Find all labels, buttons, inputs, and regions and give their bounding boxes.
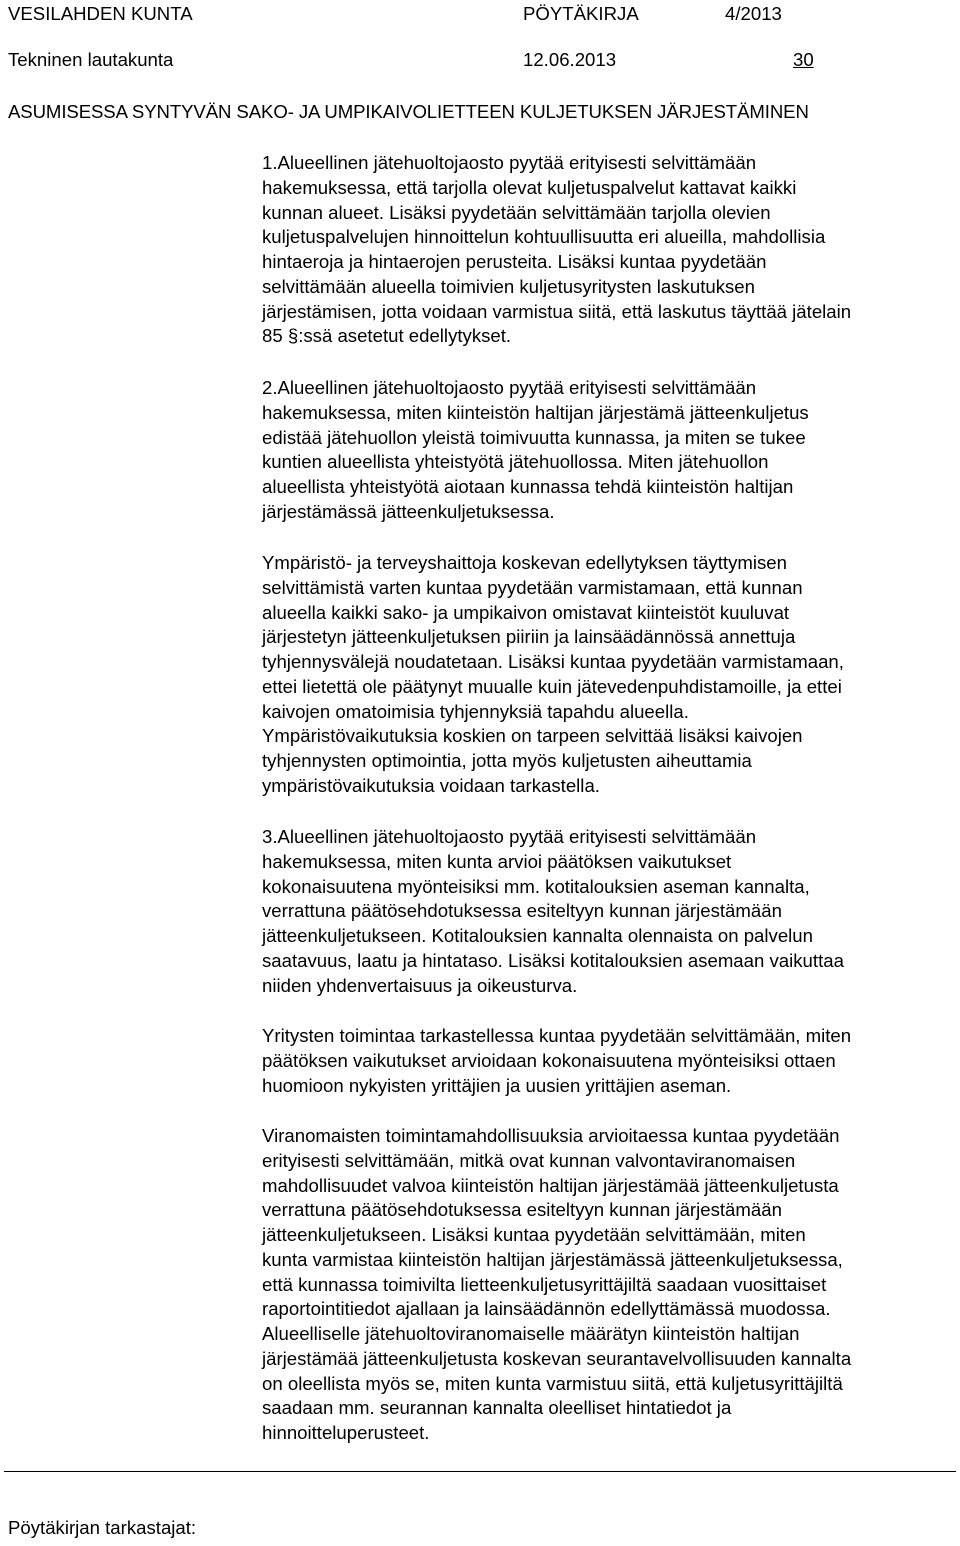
paragraph-6-text: Viranomaisten toimintamahdollisuuksia arvioitaessa kuntaa pyydetään erityisesti selvittämään, mitkä ovat kunnan valvontaviranomaisen mahdollisuudet valvoa kiinteistön haltijan järjestämää jätteenkuljetusta verrattuna päätösehdotuksessa esiteltyyn kunnan järjestämään jätteenkuljetukseen. Lisäksi kuntaa pyydetään selvittämään, miten kunta varmistaa kiinteistön haltijan järjestämässä jätteenkuljetuksessa, että kunnassa toimivilta lietteenkuljetusyrittäjiltä saadaan vuosittaiset raportointitiedot ajallaan ja lainsäädännön edellyttämässä muodossa. Alueelliselle jätehuoltoviranomaiselle määrätyn kiinteistön haltijan järjestämää jätteenkuljetusta koskevan seurantavelvollisuuden kannalta on oleellista myös se, miten kunta varmistuu siitä, että kuljetusyrittäjiltä saadaan mm. seurannan kannalta oleelliset hintatiedot ja hinnoitteluperusteet. (262, 1125, 852, 1443)
document-number: 4/2013 (725, 3, 782, 24)
footer-divider (4, 1471, 956, 1472)
document-title: ASUMISESSA SYNTYVÄN SAKO- JA UMPIKAIVOLIETTEEN KULJETUKSEN JÄRJESTÄMINEN (8, 101, 809, 122)
meeting-date: 12.06.2013 (523, 49, 617, 70)
paragraph-5 (262, 1024, 960, 1098)
paragraph-1-text: 1.Alueellinen jätehuoltojaosto pyytää erityisesti selvittämään hakemuksessa, että tarjolla olevat kuljetuspalvelut kattavat kaikki kunnan alueet. Lisäksi pyydetään selvittämään tarjolla olevien kuljetuspalvelujen hinnoittelun kohtuullisuutta eri alueilla, mahdollisia hintaeroja ja hintaerojen perusteita. Lisäksi kuntaa pyydetään selvittämään alueella toimivien kuljetusyritysten laskutuksen järjestämisen, jotta voidaan varmistua siitä, että laskutus täyttää jätelain 85 §:ssä asetetut edellytykset. (262, 152, 852, 347)
paragraph-6 (262, 1124, 960, 1446)
paragraph-4-text: 3.Alueellinen jätehuoltojaosto pyytää erityisesti selvittämään hakemuksessa, miten kunta arvioi päätöksen vaikutukset kokonaisuutena myönteisiksi mm. kotitalouksien aseman kannalta, verrattuna päätösehdotuksessa esiteltyyn kunnan järjestämään jätteenkuljetukseen. Kotitalouksien kannalta olennaista on palvelun saatavuus, laatu ja hintataso. Lisäksi kotitalouksien asemaan vaikuttaa niiden yhdenvertaisuus ja oikeusturva. (262, 826, 844, 996)
document-type: PÖYTÄKIRJA (523, 3, 639, 24)
reviewers-label: Pöytäkirjan tarkastajat: (8, 1517, 197, 1538)
paragraph-5-text: Yritysten toimintaa tarkastellessa kuntaa pyydetään selvittämään, miten päätöksen vaikutukset arvioidaan kokonaisuutena myönteisiksi ottaen huomioon nykyisten yrittäjien ja uusien yrittäjien aseman. (262, 1025, 852, 1096)
paragraph-3 (262, 551, 960, 799)
paragraph-2 (262, 376, 960, 525)
committee-name: Tekninen lautakunta (8, 49, 174, 70)
paragraph-2-text: 2.Alueellinen jätehuoltojaosto pyytää erityisesti selvittämään hakemuksessa, miten kiinteistön haltijan järjestämä jätteenkuljetus edistää jätehuollon yleistä toimivuutta kunnassa, ja miten se tukee kuntien alueellista yhteistyötä jätehuollossa. Miten jätehuollon alueellista yhteistyötä aiotaan kunnassa tehdä kiinteistön haltijan järjestämässä jätteenkuljetuksessa. (262, 377, 809, 522)
section-number: 30 (793, 49, 814, 70)
paragraph-4 (262, 825, 960, 998)
paragraph-1 (262, 151, 960, 349)
municipality-name: VESILAHDEN KUNTA (8, 3, 193, 24)
paragraph-3-text: Ympäristö- ja terveyshaittoja koskevan edellytyksen täyttymisen selvittämistä varten kuntaa pyydetään varmistamaan, että kunnan alueella kaikki sako- ja umpikaivon omistavat kiinteistöt kuuluvat järjestetyn jätteenkuljetuksen piiriin ja lainsäädännössä annettuja tyhjennysvälejä noudatetaan. Lisäksi kuntaa pyydetään varmistamaan, ettei lietettä ole päätynyt muualle kuin jätevedenpuhdistamoille, ja ettei kaivojen omatoimisia tyhjennyksiä tapahdu alueella. Ympäristövaikutuksia koskien on tarpeen selvittää lisäksi kaivojen tyhjennysten optimointia, jotta myös kuljetusten aiheuttamia ympäristövaikutuksia voidaan tarkastella. (262, 552, 844, 796)
